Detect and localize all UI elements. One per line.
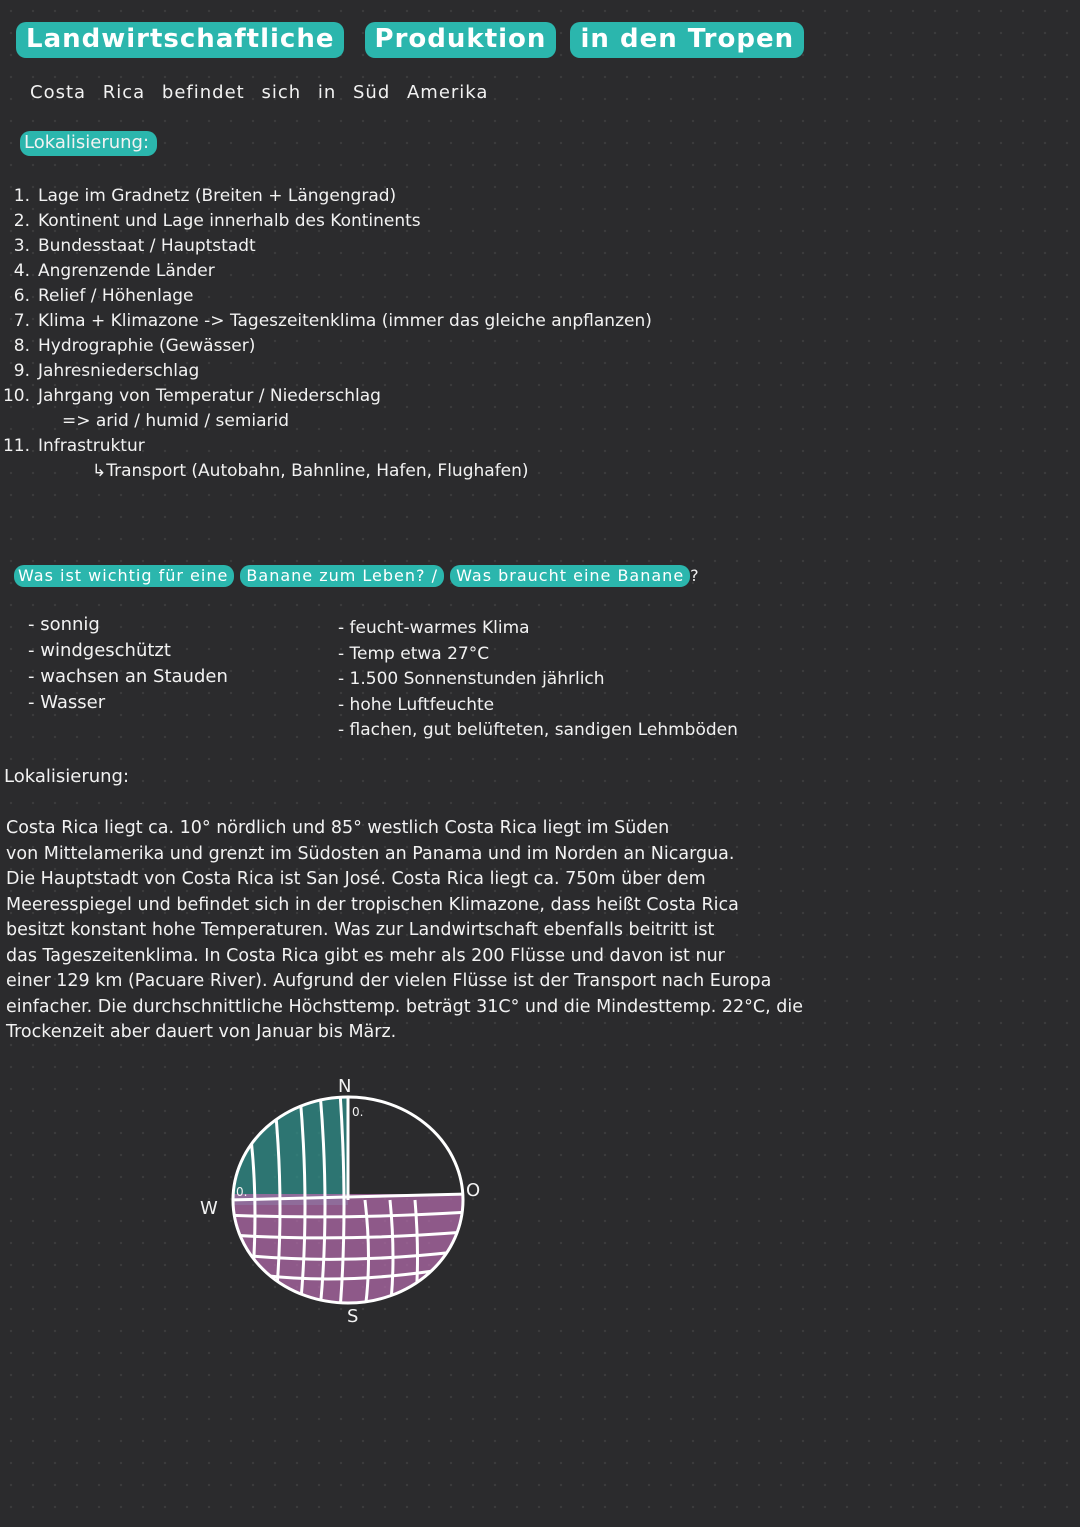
criteria-text: Hydrographie (Gewässer) xyxy=(38,336,256,356)
title-part-1: Landwirtschaftliche xyxy=(16,22,344,58)
need-item: - wachsen an Stauden xyxy=(28,666,228,687)
costa-rica-paragraph xyxy=(6,816,803,1046)
globe-south-label: S xyxy=(347,1306,359,1327)
criteria-number: 3. xyxy=(13,236,30,256)
need-item: - Temp etwa 27°C xyxy=(338,643,490,664)
criteria-sub-11: ↳Transport (Autobahn, Bahnline, Hafen, Flughafen) xyxy=(92,461,529,481)
paragraph-line: einer 129 km (Pacuare River). Aufgrund der vielen Flüsse ist der Transport nach Europa xyxy=(6,971,772,991)
page-title xyxy=(16,24,804,54)
needs-right-list xyxy=(338,616,738,744)
criteria-text: Relief / Höhenlage xyxy=(38,286,194,306)
criteria-text: Infrastruktur xyxy=(38,436,145,456)
need-item: - 1.500 Sonnenstunden jährlich xyxy=(338,669,605,689)
criteria-number: 10. xyxy=(2,386,30,406)
criteria-text: Jahresniederschlag xyxy=(38,361,200,381)
need-item: - flachen, gut belüfteten, sandigen Lehmböden xyxy=(338,720,738,740)
paragraph-line: Meeresspiegel und befindet sich in der tropischen Klimazone, dass heißt Costa Rica xyxy=(6,894,739,915)
globe-west-label: W xyxy=(200,1198,218,1219)
section-1-label-text: Lokalisierung: xyxy=(20,131,157,156)
section-2-label: Lokalisierung: xyxy=(4,766,130,787)
paragraph-line: besitzt konstant hohe Temperaturen. Was zur Landwirtschaft ebenfalls beitritt ist xyxy=(6,920,715,940)
criteria-text: Kontinent und Lage innerhalb des Kontinents xyxy=(38,211,421,231)
criteria-item xyxy=(0,384,652,409)
question-part-1: Was ist wichtig für eine xyxy=(14,565,234,587)
need-item: - hohe Luftfeuchte xyxy=(338,694,495,715)
criteria-number: 1. xyxy=(13,186,30,206)
paragraph-line: von Mittelamerika und grenzt im Südosten an Panama und im Norden an Nicargua. xyxy=(6,843,735,864)
paragraph-line: einfacher. Die durchschnittliche Höchsttemp. beträgt 31C° und die Mindesttemp. 22°C, die xyxy=(6,996,803,1017)
question-banner xyxy=(14,566,700,585)
needs-left-list xyxy=(28,612,228,716)
criteria-item xyxy=(0,434,652,459)
criteria-item xyxy=(0,184,652,209)
need-item: - Wasser xyxy=(28,692,106,713)
question-part-3: Was braucht eine Banane xyxy=(450,565,690,587)
criteria-item xyxy=(0,309,652,334)
paragraph-line: Costa Rica liegt ca. 10° nördlich und 85° westlich Costa Rica liegt im Süden xyxy=(6,818,670,838)
criteria-number: 4. xyxy=(13,261,30,281)
need-item: - sonnig xyxy=(28,614,100,635)
intro-text: Costa Rica befindet sich in Süd Amerika xyxy=(30,82,489,103)
criteria-text: Lage im Gradnetz (Breiten + Längengrad) xyxy=(38,186,397,206)
criteria-item xyxy=(0,334,652,359)
criteria-text: Jahrgang von Temperatur / Niederschlag xyxy=(38,386,381,406)
criteria-number: 11. xyxy=(2,436,30,456)
need-item: - feucht-warmes Klima xyxy=(338,618,530,638)
globe-north-label: N xyxy=(338,1076,352,1097)
need-item: - windgeschützt xyxy=(28,640,171,661)
criteria-sub-10: => arid / humid / semiarid xyxy=(62,411,290,431)
criteria-item xyxy=(0,284,652,309)
criteria-item xyxy=(0,209,652,234)
globe-east-label: O xyxy=(466,1180,481,1201)
criteria-list xyxy=(0,184,652,484)
criteria-number: 2. xyxy=(13,211,30,231)
criteria-item xyxy=(0,259,652,284)
paragraph-line: Die Hauptstadt von Costa Rica ist San José. Costa Rica liegt ca. 750m über dem xyxy=(6,869,706,889)
criteria-text: Bundesstaat / Hauptstadt xyxy=(38,236,256,256)
criteria-number: 7. xyxy=(13,311,30,331)
title-part-2: Produktion xyxy=(365,22,557,58)
criteria-number: 8. xyxy=(13,336,30,356)
paragraph-line: Trockenzeit aber dauert von Januar bis März. xyxy=(6,1022,397,1042)
criteria-text: Klima + Klimazone -> Tageszeitenklima (immer das gleiche anpflanzen) xyxy=(38,311,652,331)
section-1-label xyxy=(20,132,157,153)
criteria-text: Angrenzende Länder xyxy=(38,261,215,281)
globe-origin-top: 0. xyxy=(352,1105,364,1119)
criteria-number: 6. xyxy=(13,286,30,306)
criteria-item xyxy=(0,234,652,259)
criteria-number: 9. xyxy=(13,361,30,381)
paragraph-line: das Tageszeitenklima. In Costa Rica gibt es mehr als 200 Flüsse und davon ist nur xyxy=(6,945,725,966)
globe-sketch xyxy=(190,1070,500,1330)
globe-origin-left: 0. xyxy=(236,1185,248,1199)
question-mark: ? xyxy=(690,566,700,585)
title-part-3: in den Tropen xyxy=(570,22,804,58)
criteria-item xyxy=(0,359,652,384)
question-part-2: Banane zum Leben? / xyxy=(240,565,444,587)
